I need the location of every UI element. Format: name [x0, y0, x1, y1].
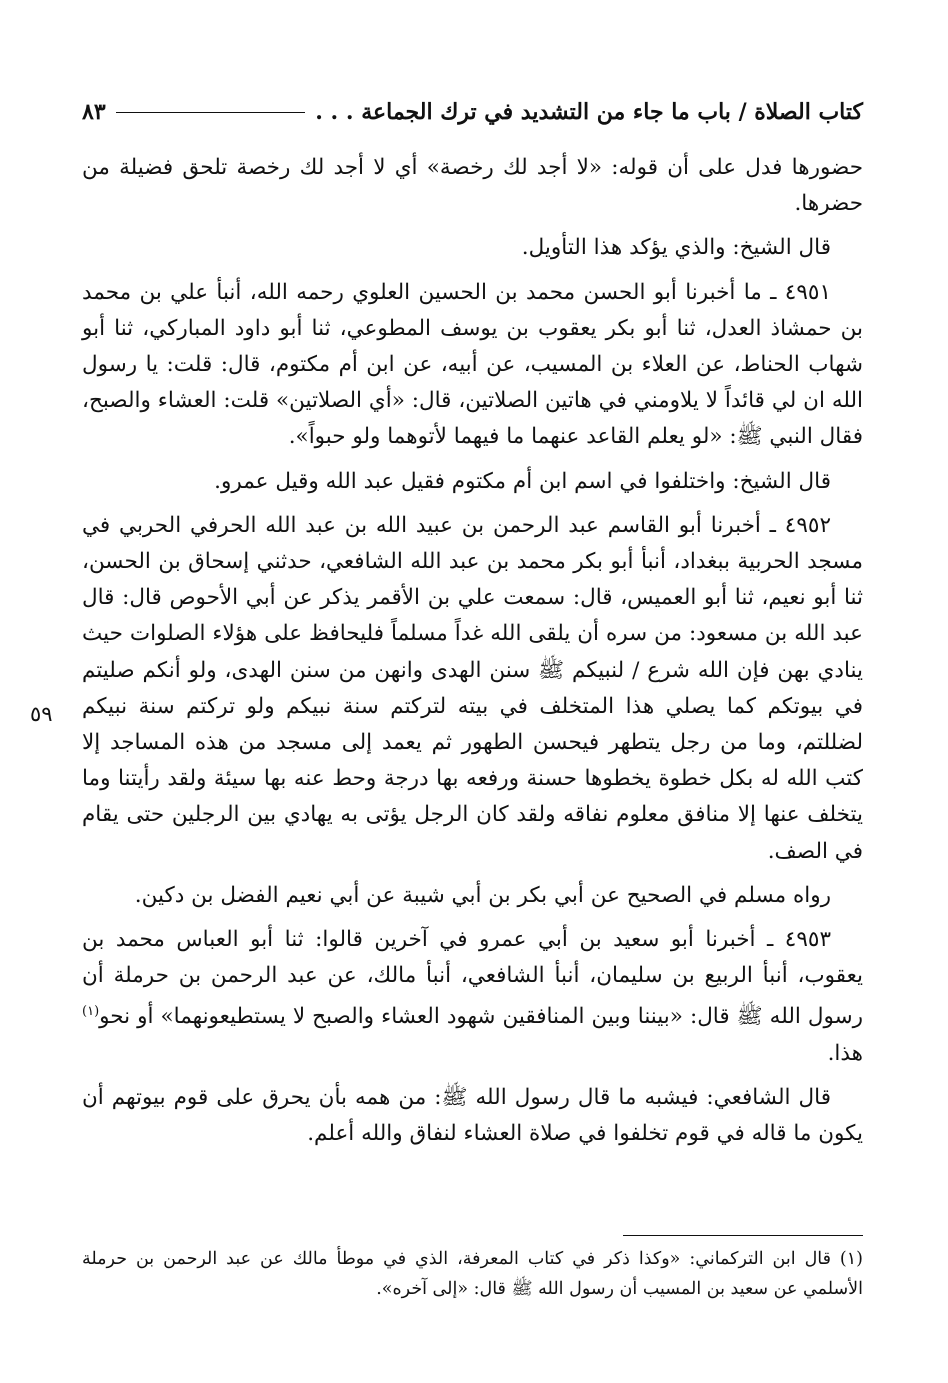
hadith-4952: ٤٩٥٢ ـ أخبرنا أبو القاسم عبد الرحمن بن عبيد الله بن عبد الله الحرفي الحربي في مسجد الحربية ببغداد، أنبأ أبو بكر محمد بن عبد الله الشافعي، حدثني إسحاق بن الحسن، ثنا أبو نعيم، ثنا أبو العميس، قال: سمعت علي بن الأقمر يذكر عن أبي الأحوص قال: قال عبد الله بن مسعود: من سره أن يلقى الله غداً مسلماً فليحافظ على هؤلاء الصلوات حيث ينادي بهن فإن الله شرع / لنبيكم ﷺ سنن الهدى وانهن من سنن الهدى، ولو أنكم صليتم في بيوتكم كما يصلي هذا المتخلف في بيته لتركتم سنة نبيكم ولو تركتم سنة نبيكم لضللتم، وما من رجل يتطهر فيحسن الطهور ثم يعمد إلى مسجد من هذه المساجد إلا كتب الله له بكل خطوة يخطوها حسنة ورفعه بها درجة وحط عنه بها سيئة ولقد رأيتنا وما يتخلف عنها إلا منافق معلوم نفاقه ولقد كان الرجل يؤتى به يهادي بين الرجلين حتى يقام في الصف.: [82, 512, 863, 864]
paragraph-muslim-narration: رواه مسلم في الصحيح عن أبي بكر بن أبي شيبة عن أبي نعيم الفضل بن دكين.: [134, 882, 831, 908]
margin-page-reference: ٥٩: [30, 702, 53, 726]
paragraph-continuation: حضورها فدل على أن قوله: «لا أجد لك رخصة» أي لا أجد لك رخصة تلحق فضيلة من حضرها.: [82, 155, 863, 217]
header-rule: [116, 112, 306, 113]
footnote-separator: [623, 1235, 863, 1236]
paragraph-sheikh-note: قال الشيخ: والذي يؤكد هذا التأويل.: [521, 235, 831, 261]
running-header: [82, 94, 863, 130]
hadith-4953-text: ٤٩٥٣ ـ أخبرنا أبو سعيد بن أبي عمرو في آخرين قالوا: ثنا أبو العباس محمد بن يعقوب، أنبأ الربيع بن سليمان، أنبأ الشافعي، أنبأ مالك، عن عبد الرحمن بن حرملة أن رسول الله ﷺ قال: «بيننا وبين المنافقين شهود العشاء والصبح لا يستطيعونهما» أو نحو: [82, 927, 863, 1030]
main-text: [82, 150, 863, 1160]
footnote-1: (١) قال ابن التركماني: «وكذا ذكر في كتاب المعرفة، الذي في موطأ مالك عن عبد الرحمن بن حرملة الأسلمي عن سعيد بن المسيب أن رسول الله ﷺ قال: «إلى آخره».: [82, 1249, 863, 1299]
running-title: كتاب الصلاة / باب ما جاء من التشديد في ترك الجماعة . . .: [315, 99, 863, 125]
footnotes: [82, 1244, 863, 1312]
paragraph-sheikh-name-note: قال الشيخ: واختلفوا في اسم ابن أم مكتوم فقيل عبد الله وقيل عمرو.: [214, 468, 831, 494]
hadith-4951: ٤٩٥١ ـ ما أخبرنا أبو الحسن محمد بن الحسين العلوي رحمه الله، أنبأ علي بن محمد بن حمشاذ العدل، ثنا أبو بكر يعقوب بن يوسف المطوعي، ثنا أبو داود المباركي، ثنا أبو شهاب الحناط، عن العلاء بن المسيب، عن أبيه، عن ابن أم مكتوم، قال: قلت: يا رسول الله ان لي قائداً لا يلاومني في هاتين الصلاتين، قال: «أي الصلاتين» قلت: العشاء والصبح، فقال النبي ﷺ: «لو يعلم القاعد عنهما ما فيهما لأتوهما ولو حبواً».: [82, 279, 863, 450]
hadith-4953: [82, 922, 863, 1072]
footnote-reference: (١): [82, 1004, 100, 1020]
paragraph-shafii-comment: قال الشافعي: فيشبه ما قال رسول الله ﷺ: من همه بأن يحرق على قوم بيوتهم أن يكون ما قاله في قوم تخلفوا في صلاة العشاء لنفاق والله أعلم.: [82, 1085, 863, 1147]
page-number: ٨٣: [82, 99, 106, 125]
hadith-4953-tail: هذا.: [827, 1040, 863, 1066]
